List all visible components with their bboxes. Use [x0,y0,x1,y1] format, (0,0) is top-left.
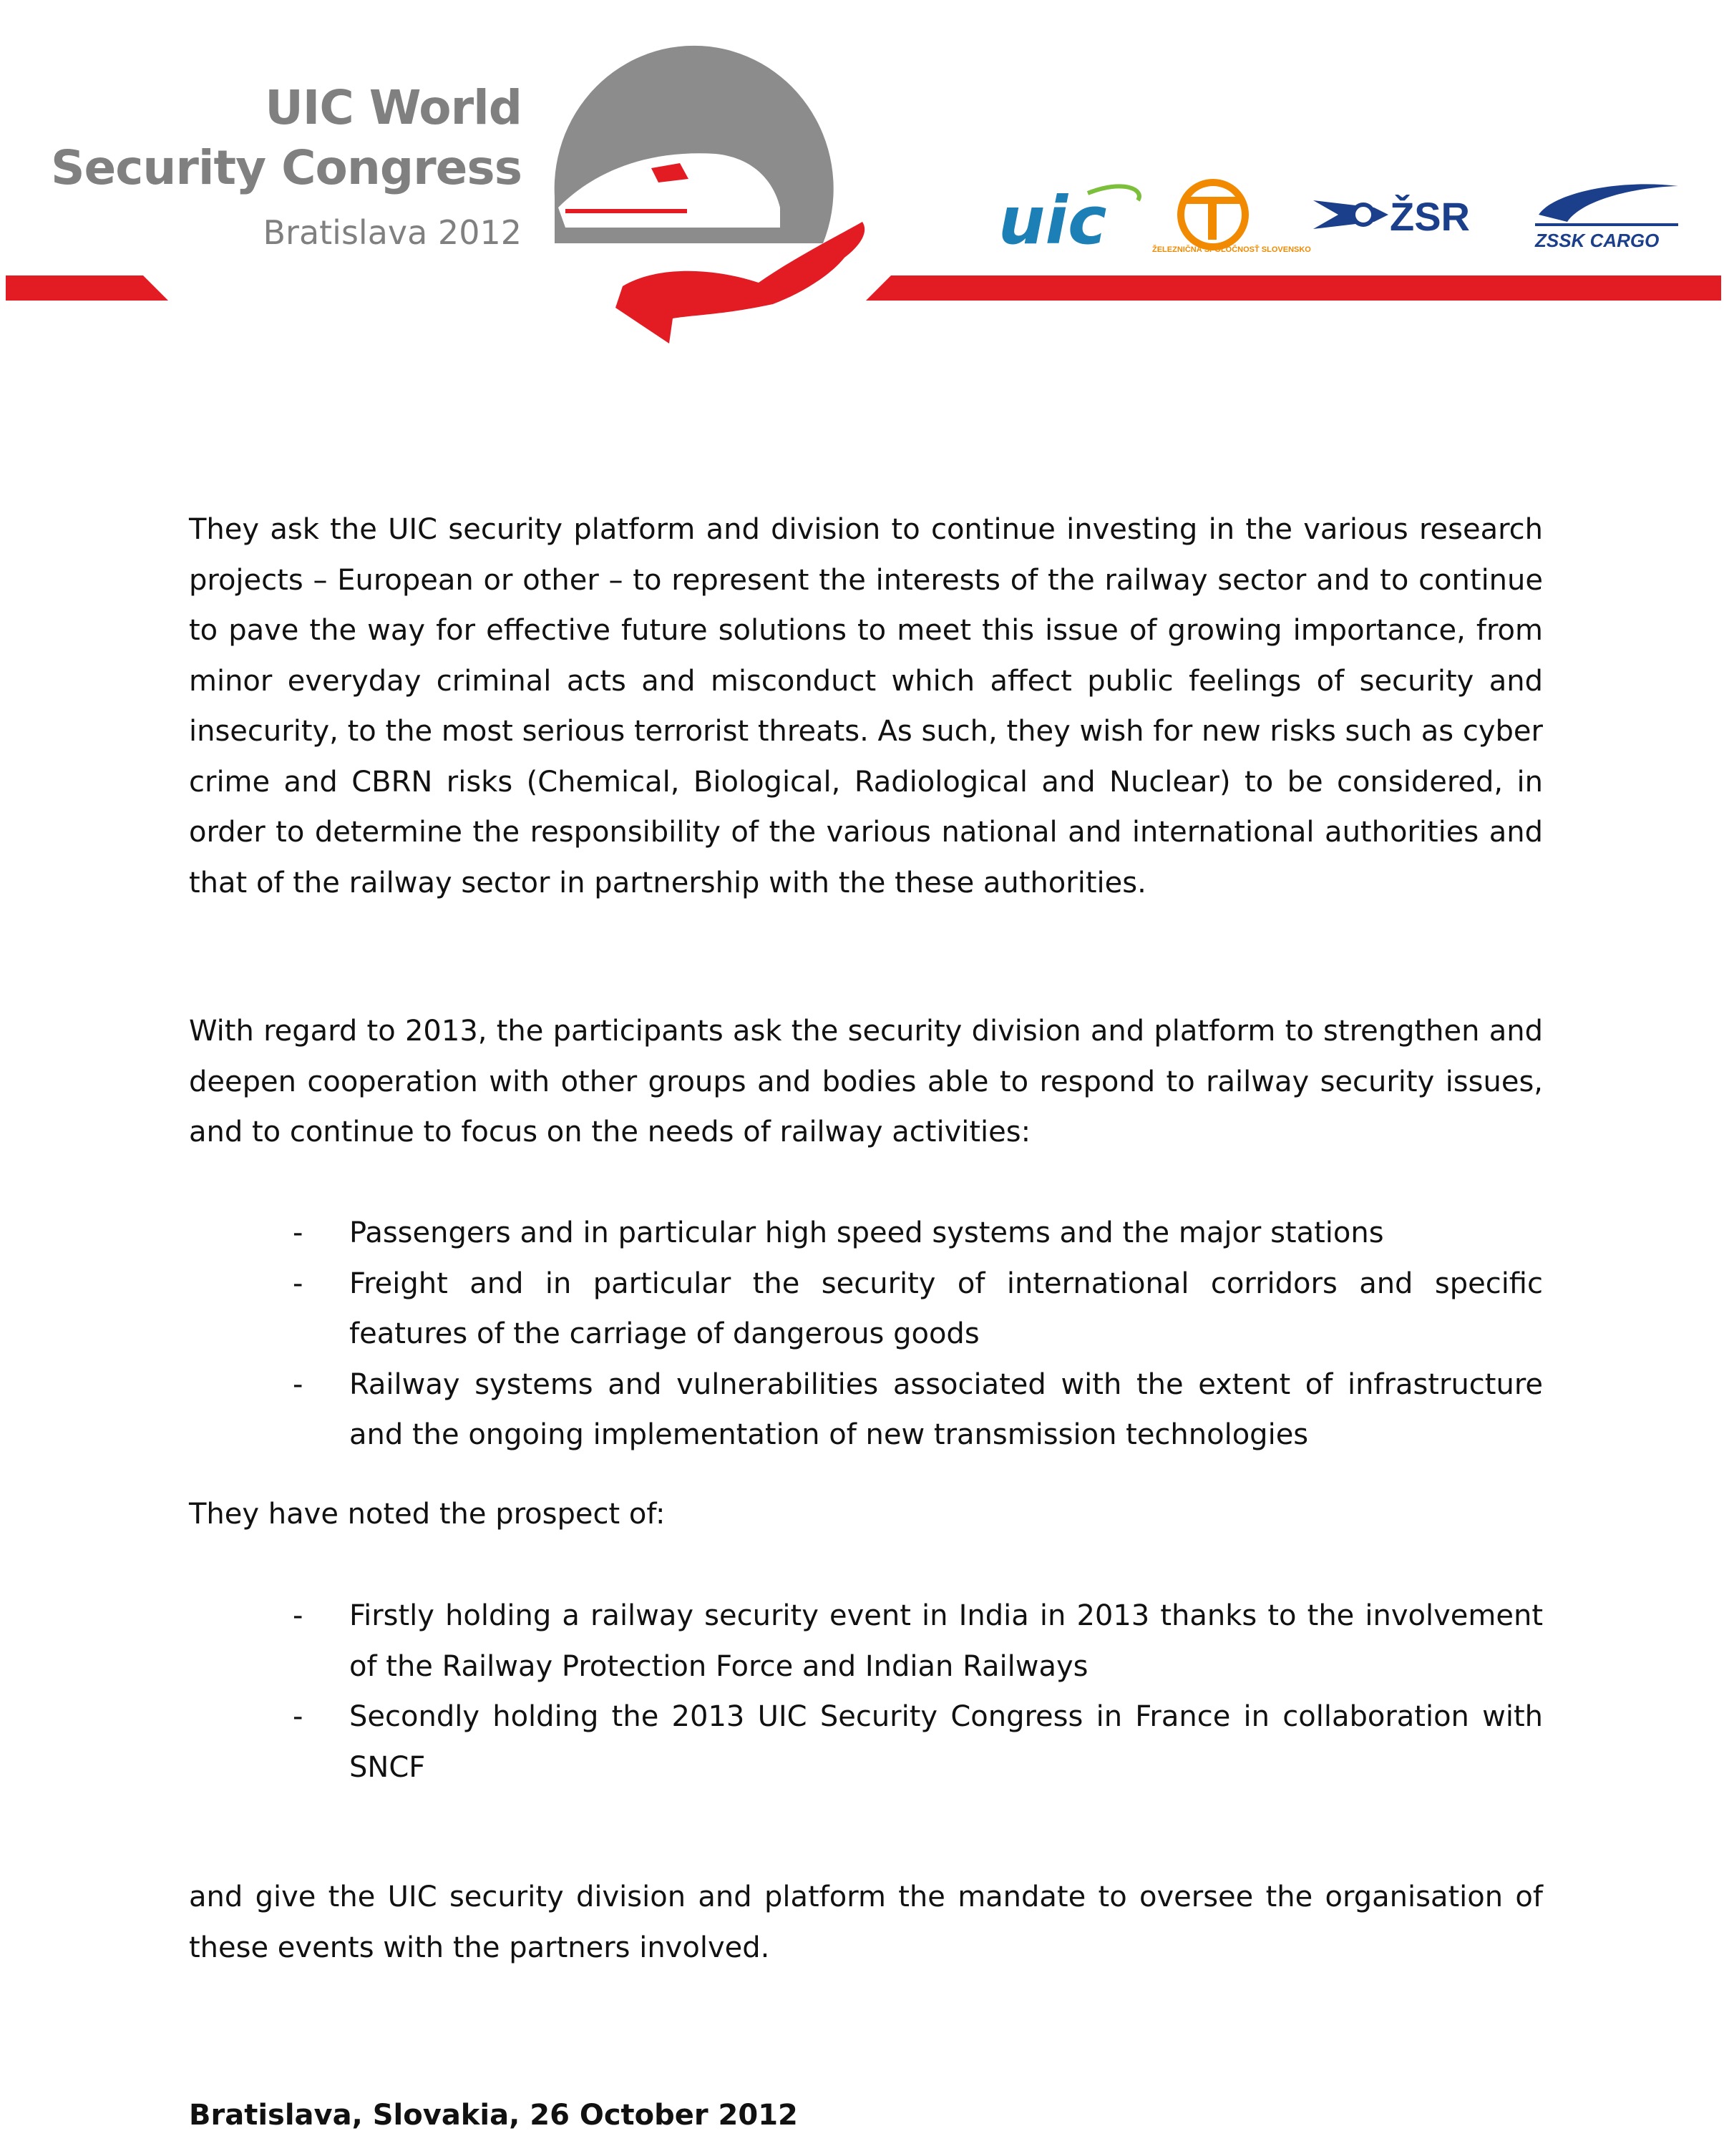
dash-bullet: - [293,1216,303,1249]
dash-bullet: - [293,1599,303,1632]
closing-paragraph: and give the UIC security division and platform the mandate to oversee the organisation of these events with the partners involved. [189,1881,1543,1964]
list-item [189,1208,1543,1259]
list-item [189,1360,1543,1460]
svg-text:ZSSK CARGO: ZSSK CARGO [1535,230,1660,251]
list-item-text: Freight and in particular the security of international corridors and specific features of the carriage of dangerous goods [349,1267,1543,1350]
congress-title-line1: UIC World [265,80,522,135]
congress-title-line3: Bratislava 2012 [263,213,522,252]
dash-bullet: - [293,1700,303,1733]
dash-bullet: - [293,1367,303,1401]
list-item-text: Railway systems and vulnerabilities associated with the extent of infrastructure and the ongoing implementation of new transmission technologies [349,1367,1543,1451]
zsr-logo-icon [1313,194,1470,239]
right-red-band [866,275,1721,301]
zssk-cargo-logo-icon [1534,184,1678,251]
noted-heading: They have noted the prospect of: [189,1498,666,1531]
list-item [189,1591,1543,1692]
list-item-text: Passengers and in particular high speed systems and the major stations [349,1216,1384,1249]
prospect-list [189,1591,1543,1792]
signature-line: Bratislava, Slovakia, 26 October 2012 [189,2099,798,2132]
svg-text:ŽSR: ŽSR [1390,194,1470,239]
list-item-text: Secondly holding the 2013 UIC Security Congress in France in collaboration with SNCF [349,1700,1543,1784]
congress-title-line2: Security Congress [50,140,522,195]
list-item [189,1259,1543,1360]
svg-text:uic: uic [998,182,1107,259]
zssk-logo-icon [1152,182,1311,254]
congress-emblem [555,46,865,343]
left-red-band [6,275,168,301]
list-item-text: Firstly holding a railway security event in India in 2013 thanks to the involvement of the Railway Protection Force and Indian Railways [349,1599,1543,1683]
uic-logo-icon [998,182,1139,259]
railway-activities-list [189,1208,1543,1460]
zssk-logo-label: ŽELEZNIČNÁ SPOLOČNOSŤ SLOVENSKO [1152,245,1311,254]
paragraph-research: They ask the UIC security platform and division to continue investing in the various research projects – European or other – to represent the interests of the railway sector and to continue to pave the way for effective future solutions to meet this issue of growing importance, from minor everyday criminal acts and misconduct which affect public feelings of security and insecurity, to the most serious terrorist threats. As such, they wish for new risks such as cyber crime and CBRN risks (Chemical, Biological, Radiological and Nuclear) to be considered, in order to determine the responsibility of the various national and international authorities and that of the railway sector in partnership with the these authorities. [189,513,1543,899]
list-item [189,1692,1543,1792]
dash-bullet: - [293,1267,303,1300]
paragraph-2013: With regard to 2013, the participants ask the security division and platform to strengthen and deepen cooperation with other groups and bodies able to respond to railway security issues, and to continue to focus on the needs of railway activities: [189,1015,1543,1148]
